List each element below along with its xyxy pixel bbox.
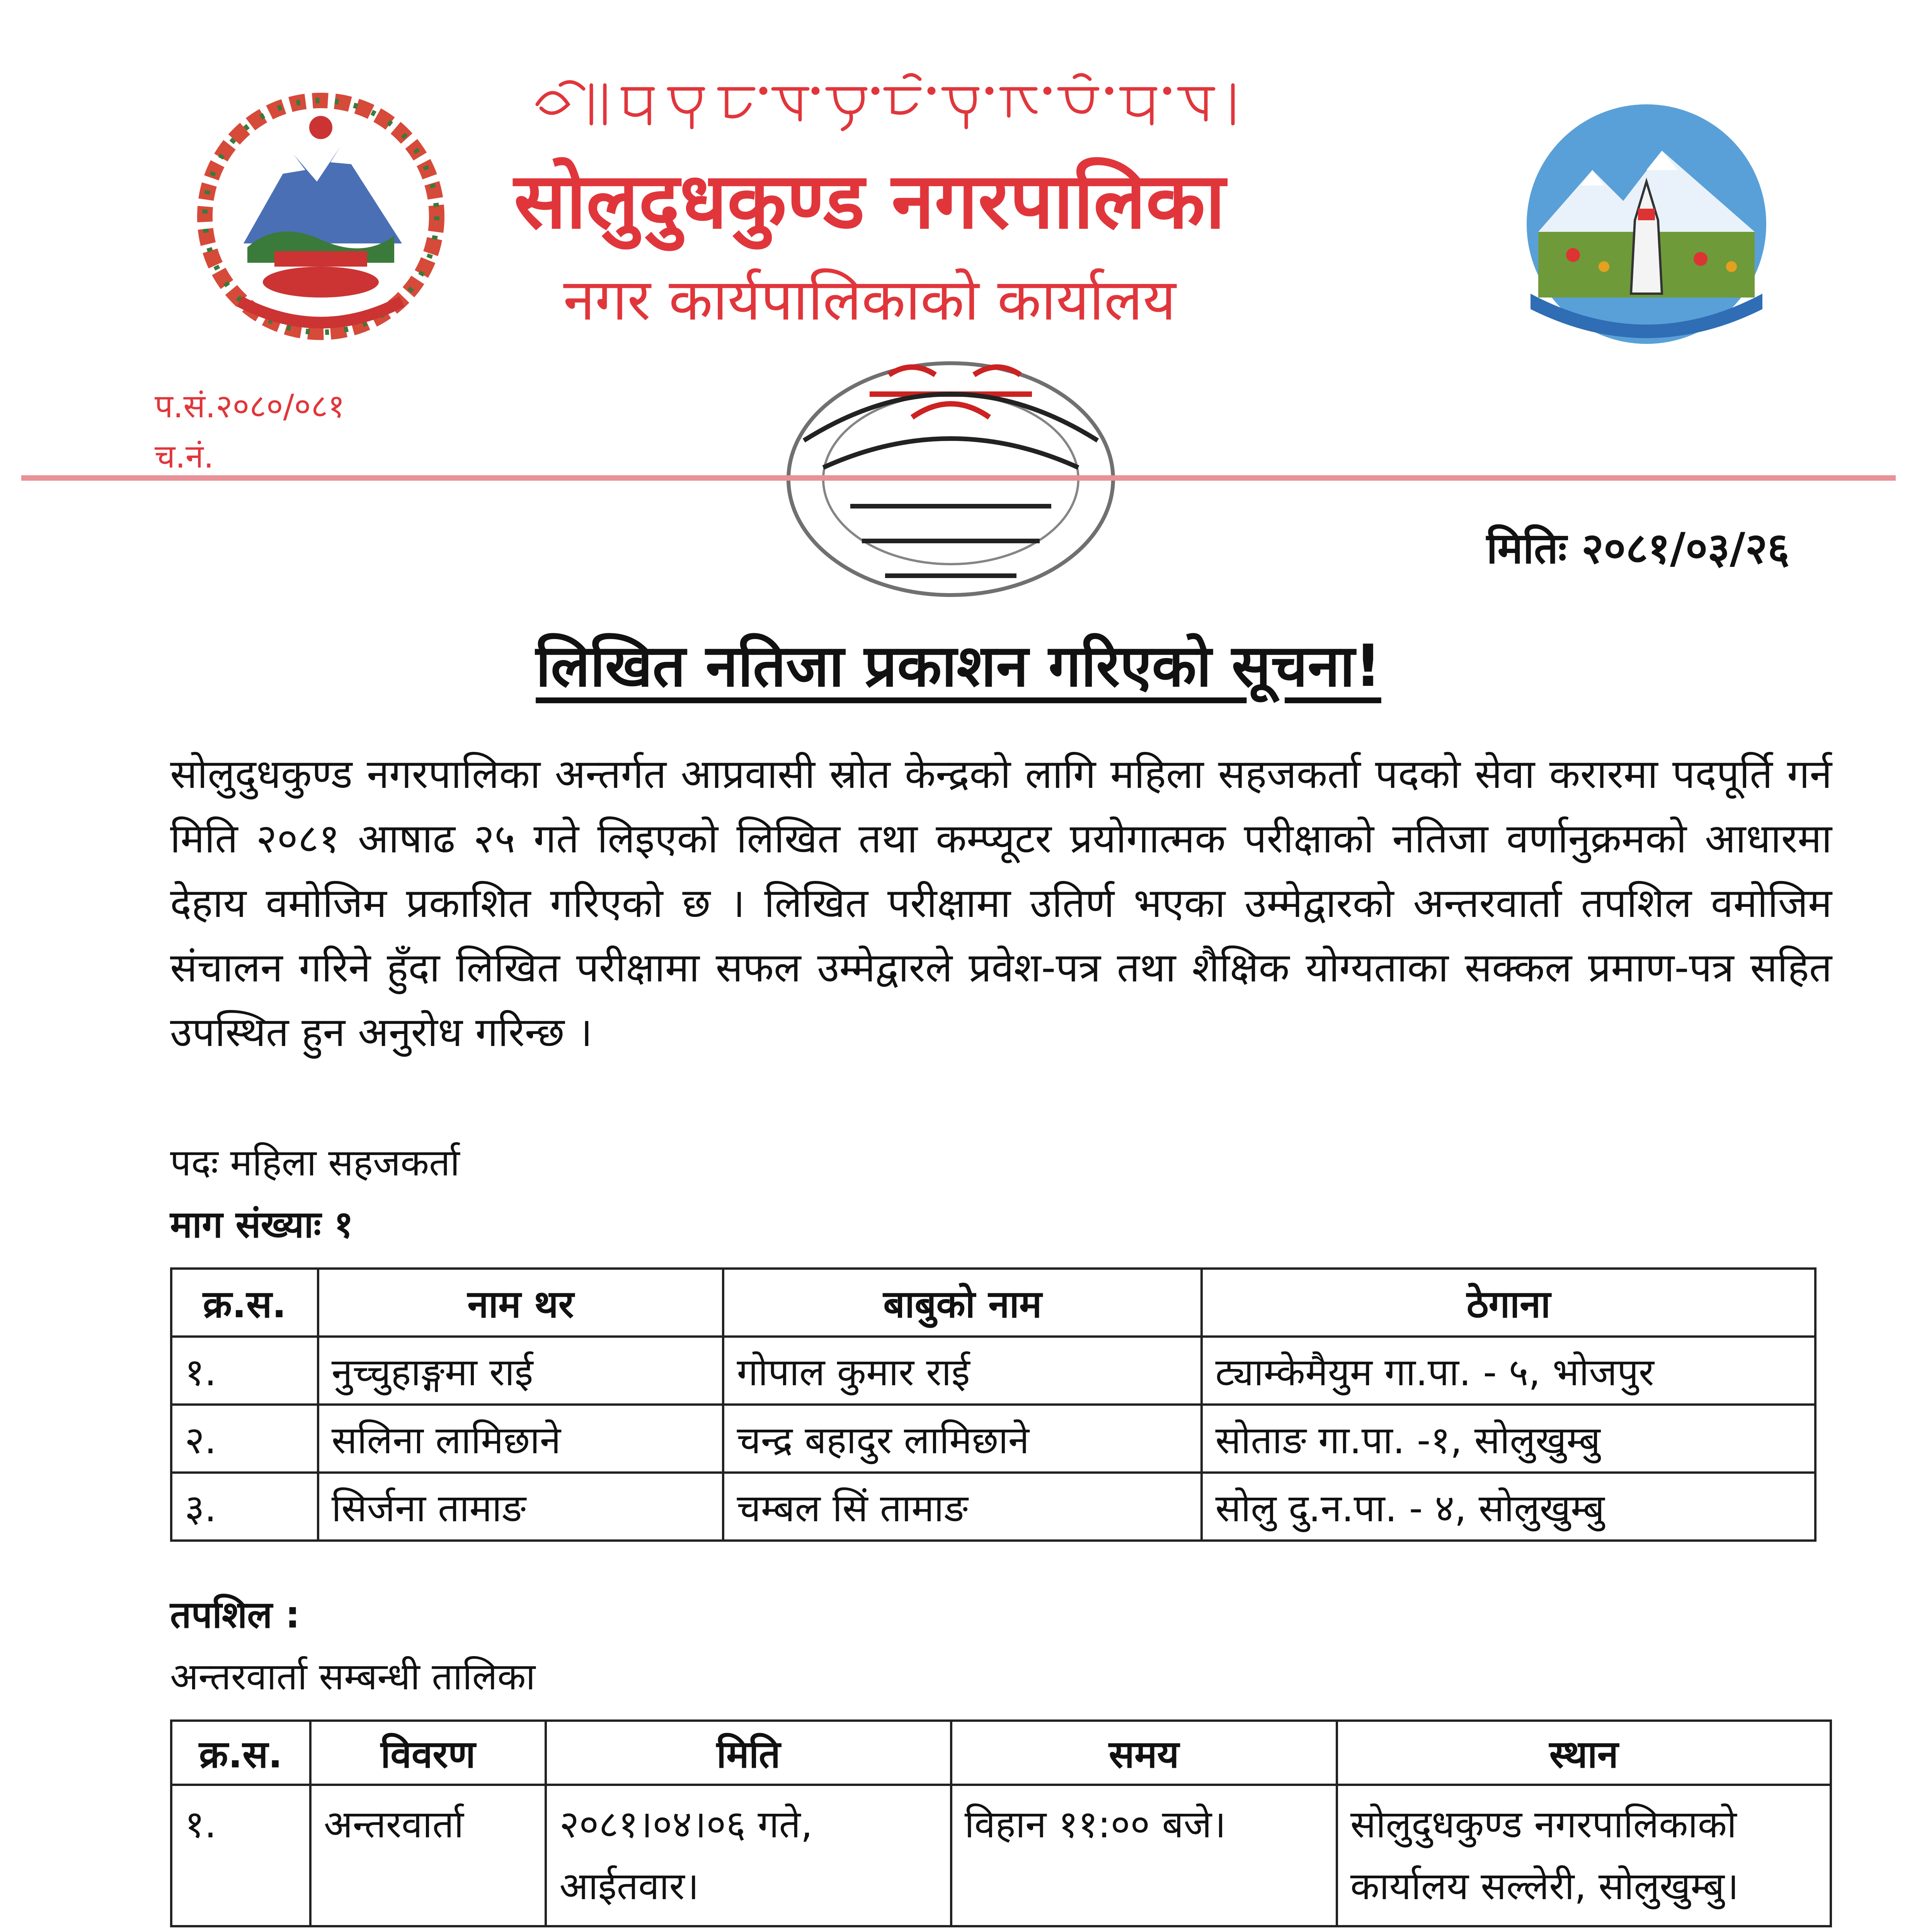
notice-title: लिखित नतिजा प्रकाशन गरिएको सूचना! (536, 633, 1381, 700)
detail-cell: अन्तरवार्ता (310, 1785, 546, 1926)
schedule-heading: तपशिल : (170, 1593, 300, 1636)
results-table (170, 1267, 1817, 1542)
address-cell: सोलु दु.न.पा. - ४, सोलुखुम्बु (1202, 1473, 1815, 1541)
table-row (171, 1337, 1815, 1405)
time-cell: विहान ११:०० बजे। (951, 1785, 1337, 1926)
municipality-logo (1515, 93, 1778, 355)
column-header: क्र.स. (171, 1721, 310, 1785)
place-cell (1337, 1785, 1831, 1926)
schedule-subheading: अन्तरवार्ता सम्बन्धी तालिका (170, 1655, 536, 1698)
table-row (171, 1473, 1815, 1541)
demand-label: माग संख्याः १ (170, 1203, 354, 1246)
day-line: आईतवार। (559, 1864, 699, 1908)
name-cell: नुच्चुहाङ्गमा राई (318, 1337, 724, 1405)
serial-cell: २. (171, 1405, 318, 1473)
name-cell: सलिना लामिछाने (318, 1405, 724, 1473)
dispatch-number: च.नं. (155, 437, 214, 475)
column-header: विवरण (310, 1721, 546, 1785)
municipality-name: सोलुदुधकुण्ड नगरपालिका (514, 156, 1226, 246)
place-line: कार्यालय सल्लेरी, सोलुखुम्बु। (1350, 1864, 1739, 1908)
father-name-cell: चम्बल सिं तामाङ (723, 1473, 1202, 1541)
column-header: समय (951, 1721, 1337, 1785)
address-cell: ट्याम्केमैयुम गा.पा. - ५, भोजपुर (1202, 1337, 1815, 1405)
serial-cell: १. (171, 1785, 310, 1926)
post-label: पदः महिला सहजकर्ता (170, 1141, 460, 1184)
letter-number: प.सं.२०८०/०८१ (155, 387, 345, 425)
column-header: मिति (546, 1721, 951, 1785)
address-cell: सोताङ गा.पा. -१, सोलुखुम्बु (1202, 1405, 1815, 1473)
interview-schedule-table (170, 1719, 1832, 1927)
father-name-cell: गोपाल कुमार राई (723, 1337, 1202, 1405)
date-line: २०८१।०४।०६ गते, (559, 1803, 813, 1847)
date-cell (546, 1785, 951, 1926)
name-cell: सिर्जना तामाङ (318, 1473, 724, 1541)
column-header: क्र.स. (171, 1269, 318, 1337)
issue-date: मितिः २०८१/०३/२६ (1486, 524, 1789, 573)
table-header-row (171, 1721, 1831, 1785)
office-name: नगर कार्यपालिकाको कार्यालय (563, 267, 1176, 333)
serial-cell: १. (171, 1337, 318, 1405)
table-row (171, 1405, 1815, 1473)
column-header: नाम थर (318, 1269, 724, 1337)
column-header: ठेगाना (1202, 1269, 1815, 1337)
notice-body: सोलुदुधकुण्ड नगरपालिका अन्तर्गत आप्रवासी स्रोत केन्द्रको लागि महिला सहजकर्ता पदको सेवा करारमा पदपूर्ति गर्न मिति २०८१ आषाढ २५ गते लिइएको लिखित तथा कम्प्यूटर प्रयोगात्मक परीक्षाको नतिजा वर्णानुक्रमको आधारमा देहाय वमोजिम प्रकाशित गरिएको छ । लिखित परीक्षामा उतिर्ण भएका उम्मेद्वारको अन्तरवार्ता तपशिल वमोजिम संचालन गरिने हुँदा लिखित परीक्षामा सफल उम्मेद्वारले प्रवेश-पत्र तथा शैक्षिक योग्यताका सक्कल प्रमाण-पत्र सहित उपस्थित हुन अनुरोध गरिन्छ । (170, 750, 1832, 1056)
column-header: स्थान (1337, 1721, 1831, 1785)
father-name-cell: चन्द्र बहादुर लामिछाने (723, 1405, 1202, 1473)
column-header: बाबुको नाम (723, 1269, 1202, 1337)
table-row (171, 1785, 1831, 1926)
place-line: सोलुदुधकुण्ड नगरपालिकाको (1350, 1803, 1737, 1847)
table-header-row (171, 1269, 1815, 1337)
header-divider (21, 475, 1896, 481)
tibetan-script-header (533, 70, 1268, 135)
serial-cell: ३. (171, 1473, 318, 1541)
nepal-emblem-logo (186, 81, 456, 352)
